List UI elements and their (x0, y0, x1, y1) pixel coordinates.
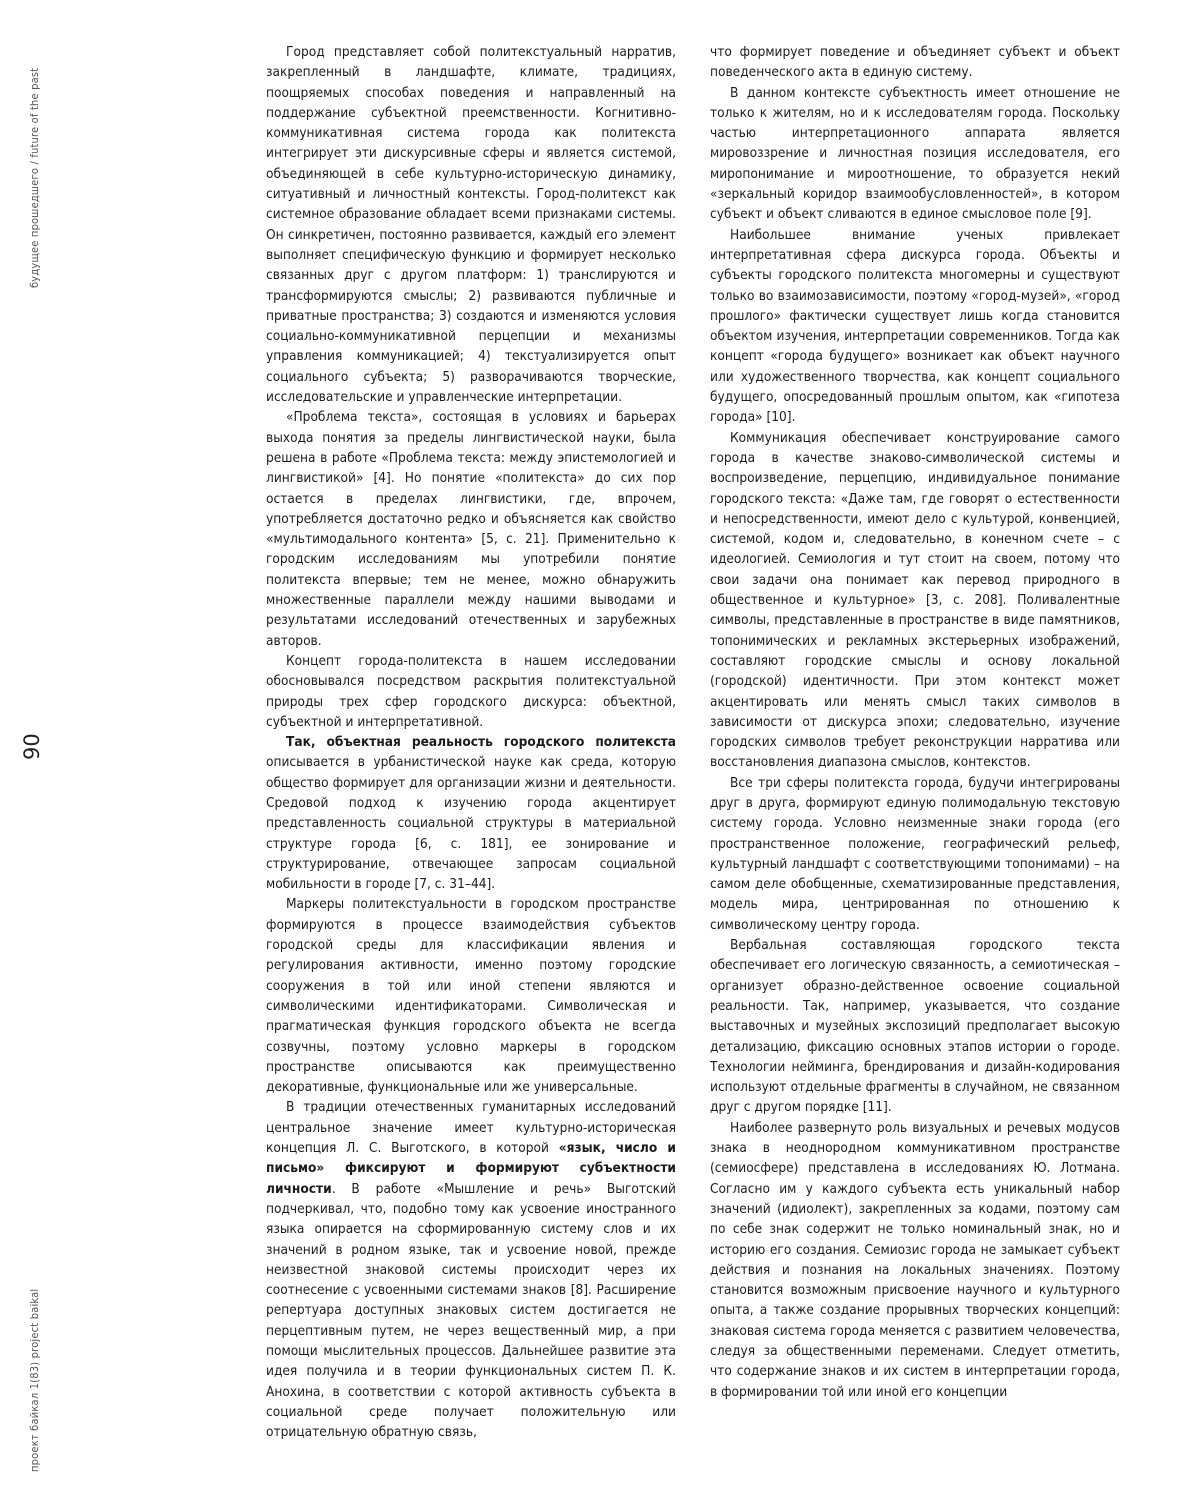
page-number: 90 (20, 733, 44, 760)
paragraph-text: В традиции отечественных гуманитарных исследований центральное значение имеет культурно-историческая концепция Л. С. Выготского, в которой (266, 1099, 676, 1157)
paragraph: Наиболее развернуто роль визуальных и речевых модусов знака в неоднородном коммуникативном пространстве (семиосфере) представлена в исследованиях Ю. Лотмана. Согласно им у каждого субъекта есть уникальный набор значений (идиолект), закрепленных за кодами, поэтому сам по себе знак содержит не только номинальный знак, но и историю его создания. Семиозис города не замыкает субъект действия и познания на локальных значениях. Поэтому становится возможным присвоение научного и культурного опыта, а также создание прорывных творческих концепций: знаковая система города меняется с развитием человечества, следуя за общественными переменами. Следует отметить, что содержание знаков и их систем в интерпретации города, в формировании той или иной его концепции (710, 1119, 1120, 1400)
paragraph: Наибольшее внимание ученых привлекает интерпретативная сфера дискурса города. Объекты и субъекты городского политекста многомерны и существуют только во взаимозависимости, поэтому «город-музей», «город прошлого» фактически существует лишь когда становится объектом изучения, интерпретации современников. Тогда как концепт «города будущего» возникает как объект научного или художественного творчества, как концепт социального будущего, опосредованный прошлым опытом, как «гипотеза города» [10]. (710, 226, 1120, 426)
paragraph: Коммуникация обеспечивает конструирование самого города в качестве знаково-символической системы и воспроизведение, перцепцию, индивидуальное понимание городского текста: «Даже там, где говорят о естественности и непосредственности, имеют дело с культурой, конвенцией, системой, кодом и, следовательно, в конечном счете – с идеологией. Семиология и тут стоит на своем, потому что свои задачи она понимает как перевод природного в общественное и культурное» [3, с. 208]. Поливалентные символы, представленные в пространстве в виде памятников, топонимических и рекламных экстерьерных изображений, составляют городские смыслы и основу локальной (городской) идентичности. При этом контекст может акцентировать или менять смысл таких символов в зависимости от дискурса эпохи; следовательно, изучение городских символов требует реконструкции нарратива или восстановления диапазона смыслов, контекстов. (710, 429, 1120, 771)
paragraph-text: . В работе «Мышление и речь» Выготский подчеркивал, что, подобно тому как усвоение иностранного языка опирается на сформированную систему слов и их значений в родном языке, так и усвоение новой, прежде неизвестной знаковой системы происходит через их соотнесение с усвоенными системами знаков [8]. Расширение репертуара доступных знаковых систем достигается не перцептивным путем, не через вещественный мир, а при помощи мыслительных процессов. Дальнейшее развитие эта идея получила и в теории функциональных систем П. К. Анохина, в соответствии с которой активность субъекта в социальной среде получает положительную или отрицательную обратную связь, (266, 1180, 676, 1441)
bold-phrase: Так, объектная реальность городского политекста (286, 734, 676, 751)
paragraph: «Проблема текста», состоящая в условиях и барьерах выхода понятия за пределы лингвистической науки, была решена в работе «Проблема текста: между эпистемологией и лингвистикой» [4]. Но понятие «политекста» до сих пор остается в пределах лингвистики, где, впрочем, употребляется достаточно редко и объясняется как свойство «мультимодального контента» [5, с. 21]. Применительно к городским исследованиям мы употребили понятие политекста впервые; тем не менее, можно обнаружить множественные параллели между нашими выводами и результатами исследований отечественных и зарубежных авторов. (266, 409, 676, 649)
paragraph-continued: что формирует поведение и объединяет субъект и объект поведенческого акта в единую систему. (710, 44, 1120, 81)
paragraph: Вербальная составляющая городского текста обеспечивает его логическую связанность, а семиотическая – организует образно-действенное освоение социальной реальности. Так, например, указывается, что создание выставочных и музейных экспозиций предполагает высокую детализацию, фиксацию основных этапов истории о городе. Технологии нейминга, брендирования и дизайн-кодирования используют отдельные фрагменты в случайном, не связанном друг с другом порядке [11]. (710, 937, 1120, 1116)
right-column (710, 42, 1120, 1402)
paragraph: Город представляет собой политекстуальный нарратив, закрепленный в ландшафте, климате, традициях, поощряемых способах поведения и направленный на поддержание субъектной преемственности. Когнитивно-коммуникативная система города как политекста интегрирует эти дискурсивные сферы и является системой, объединяющей в себе культурно-историческую динамику, ситуативный и личностный контексты. Город-политекст как системное образование обладает всеми признаками системы. Он синкретичен, постоянно развивается, каждый его элемент выполняет специфическую функцию и формирует несколько связанных друг с другом платформ: 1) транслируются и трансформируются смыслы; 2) развиваются публичные и приватные пространства; 3) создаются и изменяются условия социально-коммуникативной перцепции и механизмы управления коммуникацией; 4) текстуализируется опыт социального субъекта; 5) разворачиваются творческие, исследовательские и управленческие интерпретации. (266, 44, 676, 406)
paragraph: Маркеры политекстуальности в городском пространстве формируются в процессе взаимодействия субъектов городской среды для классификации явления и регулирования активности, именно поэтому городские сооружения в той или иной степени являются и символическими идентификаторами. Символическая и прагматическая функция городского объекта не всегда созвучны, поэтому условно маркеры в городском пространстве описываются как преимущественно декоративные, функциональные или же универсальные. (266, 896, 676, 1096)
paragraph: Концепт города-политекста в нашем исследовании обосновывался посредством раскрытия политекстуальной природы трех сфер городского дискурса: объектной, субъектной и интерпретативной. (266, 652, 676, 730)
left-column (266, 42, 676, 1442)
paragraph-text: описывается в урбанистической науке как среда, которую общество формирует для организации жизни и деятельности. Средовой подход к изучению города акцентирует представленность социальной структуры в материальной структуре города [6, с. 181], ее зонирование и структурирование, отвечающее запросам социальной мобильности в городе [7, с. 31–44]. (266, 754, 676, 893)
journal-footer: проект байкал 1(83) project baikal (28, 1288, 41, 1472)
paragraph (266, 1097, 676, 1442)
paragraph: Все три сферы политекста города, будучи интегрированы друг в друга, формируют единую полимодальную текстовую систему города. Условно неизменные знаки города (его пространственное положение, географический рельеф, культурный ландшафт с соответствующими топонимами) – на самом деле обобщенные, схематизированные представления, модель мира, центрированная по отношению к символическому центру города. (710, 774, 1120, 933)
paragraph: В данном контексте субъектность имеет отношение не только к жителям, но и к исследователям города. Поскольку частью интерпретационного аппарата является мировоззрение и личностная позиция исследователя, его миропонимание и мироотношение, то образуется некий «зеркальный коридор взаимообусловленностей», в котором субъект и объект сливаются в единое смысловое поле [9]. (710, 84, 1120, 223)
paragraph (266, 732, 676, 894)
running-header: будущее прошедшего / future of the past (28, 67, 41, 288)
bold-phrase: «язык, число и письмо» фиксируют и формируют субъектности личности (266, 1140, 676, 1197)
page-margin (0, 0, 64, 1492)
